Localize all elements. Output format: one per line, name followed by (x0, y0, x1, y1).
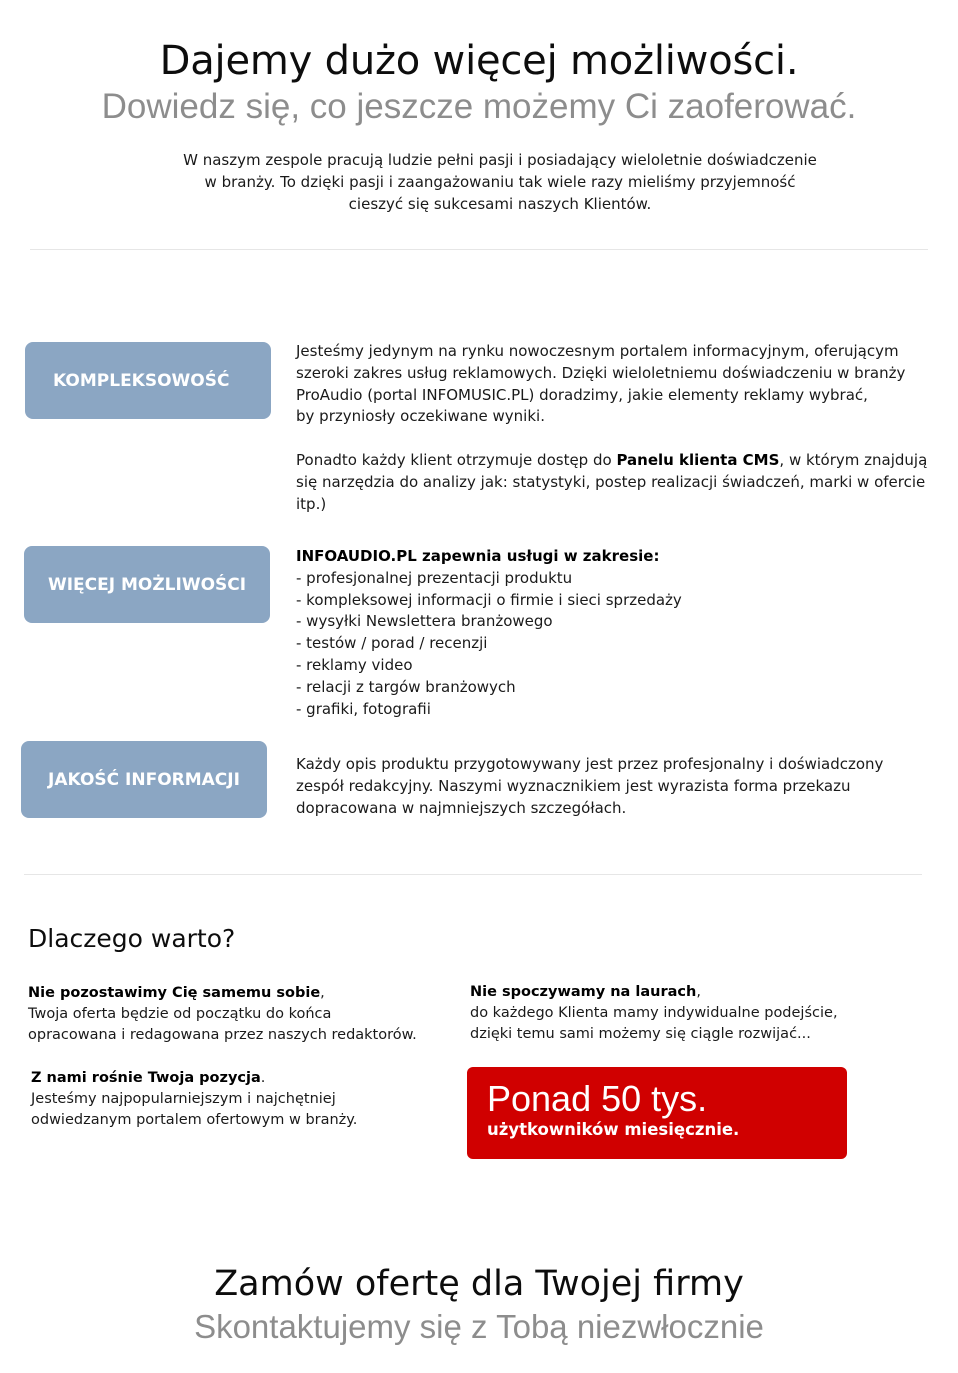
page-title: Dajemy dużo więcej możliwości. (159, 38, 799, 84)
divider-middle (24, 874, 922, 875)
feature-description-kompleksowosc (296, 341, 956, 515)
feature-label-text: JAKOŚĆ INFORMACJI (48, 769, 240, 790)
cms-panel-highlight: Panelu klienta CMS (616, 450, 780, 469)
description-line: się narzędzia do analizy jak: statystyki, postep realizacji świadczeń, marki w ofercie itp.) (296, 472, 926, 513)
list-item: - wysyłki Newslettera branżowego (296, 612, 553, 631)
feature-label-jakosc-informacji (21, 741, 267, 818)
list-item: - relacji z targów branżowych (296, 677, 516, 696)
cta-subtitle: Skontaktujemy się z Tobą niezwłocznie (194, 1308, 764, 1345)
feature-label-text: KOMPLEKSOWOŚĆ (53, 370, 230, 391)
list-item: - kompleksowej informacji o firmie i sieci sprzedaży (296, 590, 682, 609)
list-item: - reklamy video (296, 655, 413, 674)
services-list (296, 568, 916, 721)
why-item-line: Jesteśmy najpopularniejszym i najchętniej (31, 1091, 336, 1107)
description-line: szeroki zakres usług reklamowych. Dzięki wieloletniemu doświadczeniu w branży (296, 363, 906, 382)
why-item-line: opracowana i redagowana przez naszych redaktorów. (28, 1027, 417, 1043)
intro-text (160, 149, 840, 215)
feature-description-jakosc-informacji (296, 754, 916, 819)
services-heading: INFOAUDIO.PL zapewnia usługi w zakresie: (296, 547, 660, 565)
description-line: by przyniosły oczekiwane wyniki. (296, 407, 545, 426)
users-stat-caption: użytkowników miesięcznie. (487, 1120, 740, 1139)
page-subtitle: Dowiedz się, co jeszcze możemy Ci zaoferować. (101, 87, 857, 126)
description-line: zespół redakcyjny. Naszymi wyznacznikiem jest wyrazista forma przekazu (296, 776, 851, 795)
why-item-support: Nie pozostawimy Cię samemu sobie, Twoja oferta będzie od początku do końca opracowana i redagowana przez naszych redaktorów. (28, 983, 448, 1046)
feature-label-kompleksowosc (25, 342, 271, 419)
why-item-heading: Z nami rośnie Twoja pozycja (31, 1070, 261, 1086)
list-item: - testów / porad / recenzji (296, 634, 488, 653)
intro-line: w branży. To dzięki pasji i zaangażowaniu tak wiele razy mieliśmy przyjemność (204, 173, 796, 191)
intro-line: cieszyć się sukcesami naszych Klientów. (348, 195, 652, 213)
why-item-development: Nie spoczywamy na laurach, do każdego Klienta mamy indywidualne podejście, dzięki temu sami możemy się ciągle rozwijać... (470, 982, 910, 1045)
description-line: ProAudio (portal INFOMUSIC.PL) doradzimy, jakie elementy reklamy wybrać, (296, 385, 868, 404)
why-item-line: dzięki temu sami możemy się ciągle rozwijać... (470, 1026, 811, 1042)
why-item-line: do każdego Klienta mamy indywidualne podejście, (470, 1005, 838, 1021)
divider-top (30, 249, 928, 250)
feature-label-wiecej-mozliwosci (24, 546, 270, 623)
description-line: Każdy opis produktu przygotowywany jest przez profesjonalny i doświadczony (296, 755, 884, 773)
why-heading: Dlaczego warto? (28, 924, 236, 953)
why-item-heading: Nie spoczywamy na laurach (470, 984, 697, 1000)
feature-label-text: WIĘCEJ MOŻLIWOŚCI (47, 574, 247, 595)
description-line: dopracowana w najmniejszych szczegółach. (296, 798, 627, 817)
feature-description-wiecej-mozliwosci (296, 546, 916, 720)
why-item-heading: Nie pozostawimy Cię samemu sobie (28, 985, 321, 1001)
users-stat-value: Ponad 50 tys. (487, 1078, 708, 1119)
why-item-line: Twoja oferta będzie od początku do końca (28, 1006, 332, 1022)
cta-title: Zamów ofertę dla Twojej firmy (214, 1264, 744, 1304)
list-item: - profesjonalnej prezentacji produktu (296, 568, 573, 587)
intro-line: W naszym zespole pracują ludzie pełni pasji i posiadający wieloletnie doświadczenie (183, 151, 817, 169)
why-item-position: Z nami rośnie Twoja pozycja. Jesteśmy najpopularniejszym i najchętniej odwiedzanym portalem ofertowym w branży. (31, 1068, 451, 1131)
why-item-line: odwiedzanym portalem ofertowym w branży. (31, 1112, 358, 1128)
description-line: Ponadto każdy klient otrzymuje dostęp do Panelu klienta CMS, w którym znajdują (296, 450, 928, 469)
description-line: Jesteśmy jedynym na rynku nowoczesnym portalem informacyjnym, oferującym (296, 342, 899, 360)
users-stat-badge (467, 1067, 847, 1159)
list-item: - grafiki, fotografii (296, 699, 431, 718)
